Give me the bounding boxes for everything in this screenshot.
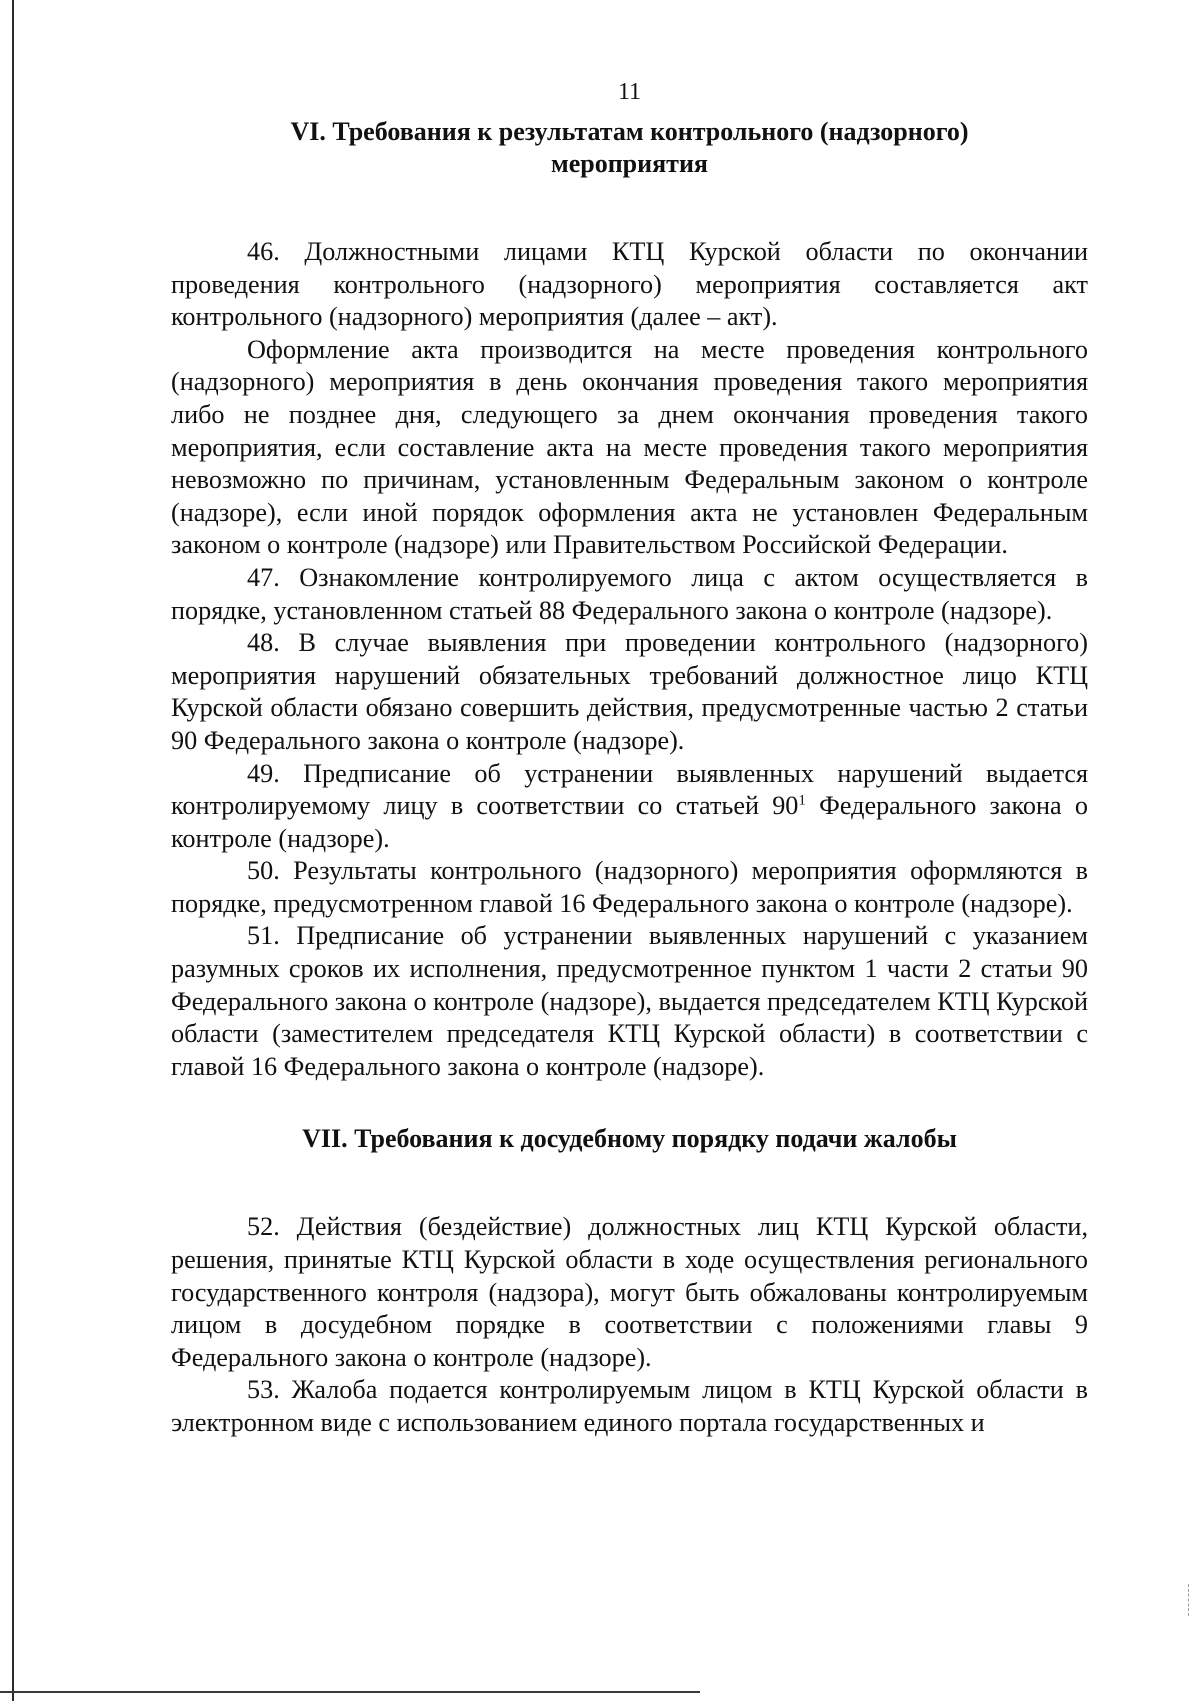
paragraph-49-text: 49. Предписание об устранении выявленных нарушений выдается контролируемому лицу в соответствии со статьей 90 — [171, 758, 1088, 821]
section-6-heading-line-1: VI. Требования к результатам контрольного (надзорного) — [290, 117, 969, 146]
paragraph-53: 53. Жалоба подается контролируемым лицом в КТЦ Курской области в электронном виде с использованием единого портала государственных и — [171, 1375, 1088, 1437]
paragraph-46-act-drafting: Оформление акта производится на месте проведения контрольного (надзорного) мероприятия в день окончания проведения такого мероприятия либо не позднее дня, следующего за днем окончания проведения такого мероприятия, если составление акта на месте проведения такого мероприятия невозможно по причинам, установленным Федеральным законом о контроле (надзоре), если иной порядок оформления акта не установлен Федеральным законом о контроле (надзоре) или Правительством Российской Федерации. — [171, 334, 1088, 560]
section-6-heading — [171, 116, 1088, 180]
paragraph-49-text-end: Федерального закона о контроле (надзоре). — [171, 791, 1088, 853]
scan-right-mark — [1188, 1584, 1190, 1616]
paragraph-47: 47. Ознакомление контролируемого лица с актом осуществляется в порядке, установленном статьей 88 Федерального закона о контроле (надзоре). — [171, 562, 1088, 625]
paragraph-46: 46. Должностными лицами КТЦ Курской области по окончании проведения контрольного (надзорного) мероприятия составляется акт контрольного (надзорного) мероприятия (далее – акт). — [171, 237, 1088, 332]
paragraph-49 — [171, 758, 1088, 856]
scan-left-edge — [12, 0, 14, 1701]
paragraph-48: 48. В случае выявления при проведении контрольного (надзорного) мероприятия нарушений обязательных требований должностное лицо КТЦ Курской области обязано совершить действия, предусмотренные частью 2 статьи 90 Федерального закона о контроле (надзоре). — [171, 628, 1088, 755]
page-number: 11 — [617, 79, 642, 105]
section-6-heading-line-2: мероприятия — [550, 149, 708, 178]
paragraph-50: 50. Результаты контрольного (надзорного) мероприятия оформляются в порядке, предусмотренном главой 16 Федерального закона о контроле (надзоре). — [171, 856, 1088, 918]
paragraph-51: 51. Предписание об устранении выявленных нарушений с указанием разумных сроков их исполнения, предусмотренное пунктом 1 части 2 статьи 90 Федерального закона о контроле (надзоре), выдается председателем КТЦ Курской области (заместителем председателя КТЦ Курской области) в соответствии с главой 16 Федерального закона о контроле (надзоре). — [171, 921, 1088, 1081]
document-page — [171, 76, 1088, 1440]
paragraph-52: 52. Действия (бездействие) должностных лиц КТЦ Курской области, решения, принятые КТЦ Курской области в ходе осуществления регионального государственного контроля (надзора), могут быть обжалованы контролируемым лицом в досудебном порядке в соответствии с положениями главы 9 Федерального закона о контроле (надзоре). — [171, 1212, 1088, 1372]
scan-bottom-edge — [0, 1691, 700, 1693]
section-7-heading: VII. Требования к досудебному порядку подачи жалобы — [302, 1124, 957, 1154]
paragraph-49-superscript: 1 — [798, 792, 806, 809]
